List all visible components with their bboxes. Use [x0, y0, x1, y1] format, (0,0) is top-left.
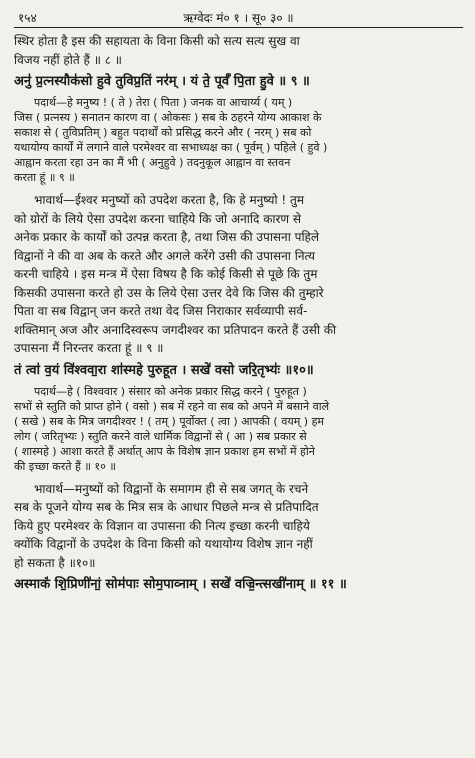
text-line: किसकी उपासना करते हो उस के लिये ऐसा उत्तर देवे कि जिस की तुम्हारे: [14, 285, 324, 300]
text-line: अनेक प्रकार के कार्यों को उत्पन्न करता है, तथा जिस की उपासना पहिले: [14, 230, 320, 244]
text-line: विद्वानों ने की वा अब के करते और अगले करेंगे उसी की उपासना नित्य: [14, 248, 315, 263]
bhavartha-10: [14, 480, 463, 573]
header-rule: [14, 27, 463, 28]
prev-bhavartha-tail: [14, 32, 463, 69]
mantra-11: अस्माकं॑ शि॒प्रिणी॑नां॒ सोम॑पाः सोम॒पाव्नाम् । सखे॑ वज्रि॒न्त्सखी॑नाम् ॥ ११ ॥: [14, 577, 347, 592]
text-line: पिता वा सब विद्वान् जन करते तथा वेद जिस निराकार सर्वव्यापी सर्व-: [14, 304, 308, 318]
page-header: [14, 6, 463, 28]
page-number: १५४: [18, 11, 37, 25]
text-line: क्योंकि विद्वानों के उपदेश के विना किसी को यथायोग्य विशेष ज्ञान नहीं: [14, 537, 313, 551]
padartha-9: [14, 95, 463, 185]
text-line: की इच्छा करते हैं ॥ १० ॥: [14, 459, 116, 473]
text-line: करनी चाहिये । इस मन्त्र में ऐसा विषय है कि कोई किसी से पूछे कि तुम: [14, 267, 318, 281]
text-line: भावार्थ—ईश्वर मनुष्यों को उपदेश करता है, कि हे मनुष्यो ! तुम: [34, 193, 305, 207]
text-line: लोग ( जरितृभ्यः ) स्तुति करने वाले धार्मिक विद्वानों से ( आ ) सब प्रकार से: [14, 429, 307, 443]
text-line: सभों से स्तुति को प्राप्त होने ( वसो ) सब में रहने वा सब को अपने में बसाने वाले: [14, 399, 330, 413]
text-line: पदार्थ—हे ( विश्ववार ) संसार को अनेक प्रकार सिद्ध करने ( पुरुहूत ): [34, 384, 307, 398]
mantra-10: तं त्वा॑ व॒यं वि॑श्ववा॒रा शा॑स्महे पुरुहूत । सखे॑ वसो जरि॒तृभ्यः॑ ॥१०॥: [14, 362, 314, 378]
text-line: करता हूं ॥ ९ ॥: [14, 171, 75, 184]
text-line: सकाश से ( तुविप्रतिम् ) बहुत पदार्थों को प्रसिद्ध करने और ( नरम् ) सब को: [14, 126, 312, 139]
text-line: भावार्थ—मनुष्यों को विद्वानों के समागम ही से सब जगत् के रचने: [34, 481, 309, 496]
text-line: उपासना मैं निरन्तर करता हूं ॥ ९ ॥: [14, 341, 164, 355]
bhavartha-9: [14, 191, 463, 358]
text-line: को ग्रोरों के लिये ऐसा उपदेश करना चाहिये कि जो अनादि कारण से: [14, 211, 302, 226]
text-line: आह्वान करता रहा उन का मैं भी ( अनुहुवे ) तदनुकूल आह्वान वा स्तवन: [14, 156, 291, 169]
text-line: शक्तिमान् अज और अनादिस्वरूप जगदीश्वर का प्रतिपादन करते हैं उसी की: [14, 322, 337, 337]
text-line: यथायोग्य कार्यों में लगाने वाले परमेश्वर वा सभाध्यक्ष का ( पूर्वम् ) पहिले ( हुवे ): [14, 141, 328, 154]
text-line: ( शास्महे ) आशा करते हैं अर्थात् आप के विशेष ज्ञान प्रकाश हम सभों में होने: [14, 444, 315, 458]
text-line: ( सखे ) सब के मित्र जगदीश्वर ! ( तम् ) पूर्वोक्त ( त्वा ) आपकी ( वयम् ) हम: [14, 414, 324, 428]
text-line: किये हुए परमेश्वर के विज्ञान वा उपासना की नित्य इच्छा करनी चाहिये: [14, 518, 310, 533]
text-line: विजय नहीं होते हैं ॥ ८ ॥: [14, 52, 122, 67]
mantra-9: अनु॑ प्र॒त्नस्यौक॑सो हुवे तुविप्र॒तिं नर॑म् । यं ते॒ पूर्वं॑ पि॒ता हु॒वे ॥ ९ ॥: [14, 74, 310, 89]
text-line: जिस ( प्रत्नस्य ) सनातन कारण वा ( ओकसः ) सब के ठहरने योग्य आकाश के: [14, 111, 322, 124]
text-line: सब के पूजने योग्य सब के मित्र सत्र के आधार पिछले मन्त्र से प्रतिपादित: [14, 500, 319, 514]
running-title: ऋग्वेदः मं० १ । सू० ३० ॥: [183, 11, 294, 25]
text-line: स्थिर होता है इस की सहायता के विना किसी को सत्य सत्य सुख वा: [14, 34, 300, 48]
padartha-10: [14, 384, 463, 474]
text-line: हो सकता है ॥१०॥: [14, 555, 96, 570]
text-line: पदार्थ—हे मनुष्य ! ( ते ) तेरा ( पिता ) जनक वा आचार्य्य ( यम् ): [34, 96, 293, 109]
